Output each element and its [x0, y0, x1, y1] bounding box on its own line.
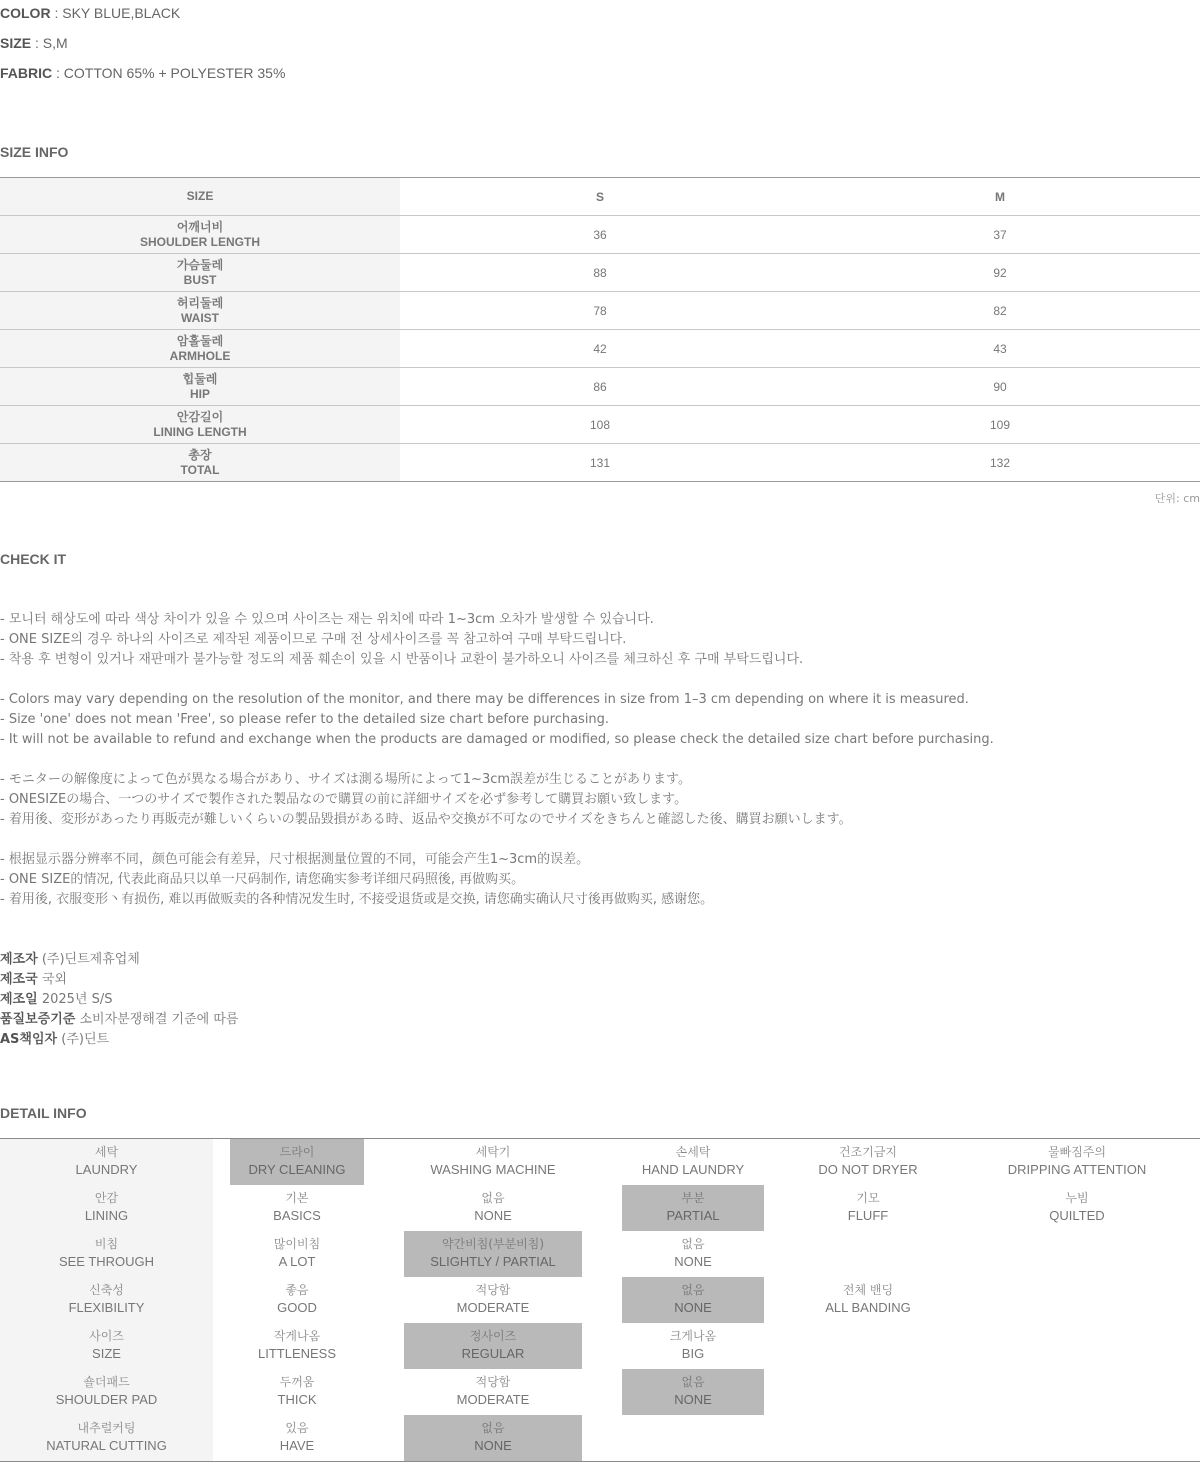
row-label-en: LINING LENGTH	[153, 424, 247, 439]
detail-option-kr: 비침	[94, 1237, 119, 1251]
manufacturer-info	[0, 950, 238, 1050]
detail-option-en: BIG	[681, 1346, 705, 1361]
detail-option	[622, 1139, 764, 1185]
detail-row-label	[0, 1185, 213, 1231]
detail-option-en: NONE	[674, 1254, 712, 1269]
detail-option-en: PARTIAL	[666, 1208, 720, 1223]
detail-option-en: DRIPPING ATTENTION	[1007, 1162, 1147, 1177]
detail-option-en: NONE	[674, 1392, 712, 1407]
row-label-kr: 총장	[188, 447, 212, 462]
row-label-kr: 암홀둘레	[176, 333, 224, 348]
row-label	[0, 444, 400, 482]
cell-s: 42	[400, 330, 800, 368]
detail-option	[622, 1277, 764, 1323]
detail-option	[404, 1415, 582, 1461]
detail-option-kr: 많이비침	[273, 1237, 321, 1251]
cell-m: 82	[800, 292, 1200, 330]
note-line: - It will not be available to refund and exchange when the products are damaged or modified, so please check the detailed size chart before purchasing.	[0, 732, 994, 747]
mfg-label: 제조일	[0, 992, 38, 1007]
detail-option-en: MODERATE	[456, 1300, 530, 1315]
note-line: - 根据显示器分辨率不同，颜色可能会有差异，尺寸根据测量位置的不同，可能会产生1~3cm的误差。	[0, 852, 590, 867]
row-label-en: TOTAL	[180, 462, 220, 477]
spec-size	[0, 35, 68, 51]
table-row	[0, 292, 1200, 330]
detail-info-title: DETAIL INFO	[0, 1105, 87, 1121]
detail-option-en: SEE THROUGH	[58, 1254, 155, 1269]
spec-value: : S,M	[31, 35, 68, 51]
detail-option-kr: 신축성	[89, 1283, 124, 1297]
detail-option-kr: 적당함	[475, 1375, 511, 1389]
row-label-kr: 허리둘레	[176, 295, 224, 310]
cell-s: 88	[400, 254, 800, 292]
detail-option-en: FLUFF	[847, 1208, 889, 1223]
detail-row-label	[0, 1231, 213, 1277]
detail-option-en: REGULAR	[461, 1346, 525, 1361]
table-row	[0, 216, 1200, 254]
detail-option-en: NONE	[674, 1300, 712, 1315]
detail-option-en: THICK	[277, 1392, 317, 1407]
note-line: - Colors may vary depending on the resolution of the monitor, and there may be differences in size from 1–3 cm depending on where it is measured.	[0, 692, 969, 707]
note-line: - 着用後、変形があったり再販売が難しいくらいの製品毀損がある時、返品や交換が不可なのでサイズをきちんと確認した後、購買お願いします。	[0, 812, 852, 827]
detail-option-en: HAND LAUNDRY	[641, 1162, 745, 1177]
detail-option	[622, 1369, 764, 1415]
size-table-header	[0, 178, 1200, 216]
detail-option	[800, 1139, 936, 1185]
detail-option-kr: 기본	[285, 1191, 309, 1205]
detail-option-en: A LOT	[278, 1254, 316, 1269]
detail-row-label	[0, 1277, 213, 1323]
detail-row-label	[0, 1415, 213, 1461]
detail-option-en: NONE	[474, 1438, 512, 1453]
detail-option-en: SHOULDER PAD	[55, 1392, 158, 1407]
mfg-line	[0, 1010, 238, 1030]
detail-option-kr: 숄더패드	[83, 1375, 130, 1389]
unit-note: 단위: cm	[1154, 492, 1200, 505]
detail-option-kr: 정사이즈	[469, 1329, 517, 1343]
row-label-en: HIP	[189, 386, 210, 401]
spec-fabric	[0, 65, 285, 81]
header-m: M	[800, 178, 1200, 216]
mfg-line	[0, 970, 238, 990]
detail-row-label	[0, 1139, 213, 1185]
detail-option-en: NONE	[474, 1208, 512, 1223]
detail-option-en: GOOD	[277, 1300, 317, 1315]
row-label	[0, 292, 400, 330]
detail-option-en: ALL BANDING	[825, 1300, 911, 1315]
detail-option	[622, 1185, 764, 1231]
mfg-label: 제조자	[0, 952, 38, 967]
check-it-notes	[0, 590, 994, 930]
detail-option-kr: 크게나옴	[669, 1329, 717, 1343]
detail-option-kr: 기모	[856, 1191, 880, 1205]
row-label-kr: 어깨너비	[176, 219, 224, 234]
detail-option-en: WASHING MACHINE	[430, 1162, 556, 1177]
detail-option-kr: 부분	[681, 1191, 705, 1205]
cell-m: 109	[800, 406, 1200, 444]
note-line: - 着用後, 衣服变形丶有损伤, 难以再做贩卖的各种情况发生时, 不接受退货或是交换, 请您确实确认尺寸後再做购买, 感谢您。	[0, 892, 714, 907]
detail-option	[800, 1277, 936, 1323]
detail-option	[960, 1139, 1194, 1185]
row-label-kr: 힙둘레	[182, 371, 218, 386]
cell-s: 78	[400, 292, 800, 330]
mfg-line	[0, 950, 238, 970]
detail-option-en: BASICS	[273, 1208, 321, 1223]
spec-label: SIZE	[0, 35, 32, 51]
row-label	[0, 216, 400, 254]
mfg-value: (주)딘트제휴업체	[37, 952, 140, 967]
mfg-line	[0, 990, 238, 1010]
detail-row-label	[0, 1369, 213, 1415]
detail-option-kr: 손세탁	[675, 1145, 711, 1159]
detail-option	[230, 1369, 364, 1415]
size-table	[0, 177, 1200, 482]
cell-m: 43	[800, 330, 1200, 368]
table-row	[0, 444, 1200, 482]
mfg-value: 소비자분쟁해결 기준에 따름	[75, 1012, 239, 1027]
detail-option-en: DO NOT DRYER	[818, 1162, 918, 1177]
mfg-value: 2025년 S/S	[37, 992, 113, 1007]
detail-option-en: FLEXIBILITY	[68, 1300, 145, 1315]
mfg-value: (주)딘트	[57, 1032, 110, 1047]
table-row	[0, 254, 1200, 292]
detail-option	[230, 1323, 364, 1369]
spec-color	[0, 5, 180, 21]
cell-s: 108	[400, 406, 800, 444]
detail-option-kr: 없음	[681, 1237, 705, 1251]
row-label-kr: 가슴둘레	[176, 257, 224, 272]
cell-s: 36	[400, 216, 800, 254]
cell-s: 86	[400, 368, 800, 406]
detail-row-label	[0, 1323, 213, 1369]
detail-option-en: NATURAL CUTTING	[46, 1438, 167, 1453]
size-info-title: SIZE INFO	[0, 144, 69, 160]
row-label-en: ARMHOLE	[169, 348, 231, 363]
detail-option-kr: 약간비침(부분비침)	[441, 1237, 545, 1251]
detail-option-kr: 없음	[481, 1421, 505, 1435]
detail-option-kr: 내추럴커팅	[77, 1421, 136, 1435]
mfg-label: 제조국	[0, 972, 38, 987]
detail-option	[800, 1185, 936, 1231]
detail-option-en: DRY CLEANING	[248, 1162, 346, 1177]
spec-value: : COTTON 65% + POLYESTER 35%	[52, 65, 286, 81]
detail-option-en: SIZE	[92, 1346, 121, 1361]
detail-option-kr: 드라이	[279, 1145, 315, 1159]
detail-option-kr: 좋음	[285, 1283, 309, 1297]
detail-option	[622, 1231, 764, 1277]
detail-option	[230, 1185, 364, 1231]
spec-value: : SKY BLUE,BLACK	[50, 5, 181, 21]
row-label-kr: 안감길이	[176, 409, 224, 424]
detail-option-kr: 없음	[681, 1283, 705, 1297]
header-size: SIZE	[0, 178, 400, 216]
note-line: - ONE SIZE의 경우 하나의 사이즈로 제작된 제품이므로 구매 전 상세사이즈를 꼭 참고하여 구매 부탁드립니다.	[0, 632, 627, 647]
detail-option	[404, 1369, 582, 1415]
detail-option-kr: 적당함	[475, 1283, 511, 1297]
detail-option-kr: 건조기금지	[839, 1145, 897, 1159]
detail-option	[622, 1323, 764, 1369]
spec-label: FABRIC	[0, 65, 53, 81]
cell-m: 92	[800, 254, 1200, 292]
check-it-title: CHECK IT	[0, 551, 67, 567]
cell-m: 132	[800, 444, 1200, 482]
mfg-label: 품질보증기준	[0, 1012, 76, 1027]
detail-option-kr: 없음	[681, 1375, 705, 1389]
row-label	[0, 330, 400, 368]
detail-option	[230, 1415, 364, 1461]
detail-option	[230, 1231, 364, 1277]
detail-option	[404, 1277, 582, 1323]
detail-option-en: MODERATE	[456, 1392, 530, 1407]
detail-option-kr: 전체 밴딩	[842, 1283, 894, 1297]
row-label	[0, 368, 400, 406]
note-line: - 모니터 해상도에 따라 색상 차이가 있을 수 있으며 사이즈는 재는 위치에 따라 1~3cm 오차가 발생할 수 있습니다.	[0, 612, 654, 627]
mfg-line	[0, 1030, 238, 1050]
detail-option-kr: 세탁기	[475, 1145, 511, 1159]
detail-option-en: QUILTED	[1049, 1208, 1105, 1223]
note-line: - 착용 후 변형이 있거나 재판매가 불가능할 정도의 제품 훼손이 있을 시 반품이나 교환이 불가하오니 사이즈를 체크하신 후 구매 부탁드립니다.	[0, 652, 804, 667]
detail-grid	[0, 1138, 1200, 1462]
cell-m: 90	[800, 368, 1200, 406]
note-line: - ONESIZEの場合、一つのサイズで製作された製品なので購買の前に詳細サイズを必ず参考して購買お願い致します。	[0, 792, 688, 807]
detail-option-kr: 두꺼움	[279, 1375, 315, 1389]
note-line: - Size 'one' does not mean 'Free', so please refer to the detailed size chart before purchasing.	[0, 712, 610, 727]
row-label-en: WAIST	[181, 310, 219, 325]
detail-option	[404, 1231, 582, 1277]
detail-option	[960, 1185, 1194, 1231]
detail-option	[230, 1277, 364, 1323]
mfg-label: AS책임자	[0, 1032, 58, 1047]
spec-label: COLOR	[0, 5, 51, 21]
row-label-en: BUST	[183, 272, 217, 287]
detail-option-en: HAVE	[279, 1438, 315, 1453]
detail-option-kr: 물빠짐주의	[1048, 1145, 1106, 1159]
detail-option-kr: 안감	[94, 1191, 119, 1205]
detail-option-kr: 누빔	[1065, 1191, 1089, 1205]
detail-option-en: SLIGHTLY / PARTIAL	[430, 1254, 556, 1269]
row-label-en: SHOULDER LENGTH	[140, 234, 260, 249]
row-label	[0, 254, 400, 292]
detail-option	[404, 1139, 582, 1185]
table-row	[0, 330, 1200, 368]
detail-option-kr: 세탁	[94, 1145, 119, 1159]
mfg-value: 국외	[37, 972, 67, 987]
header-s: S	[400, 178, 800, 216]
detail-option-kr: 없음	[481, 1191, 505, 1205]
table-row	[0, 368, 1200, 406]
detail-option-kr: 작게나옴	[273, 1329, 321, 1343]
row-label	[0, 406, 400, 444]
detail-option-en: LINING	[84, 1208, 129, 1223]
detail-option-kr: 사이즈	[89, 1329, 124, 1343]
table-row	[0, 406, 1200, 444]
detail-option	[404, 1323, 582, 1369]
note-line: - ONE SIZE的情况, 代表此商品只以单一尺码制作, 请您确实参考详细尺码照後, 再做购买。	[0, 872, 525, 887]
detail-option-en: LAUNDRY	[75, 1162, 138, 1177]
cell-s: 131	[400, 444, 800, 482]
detail-option	[404, 1185, 582, 1231]
cell-m: 37	[800, 216, 1200, 254]
note-line: - モニターの解像度によって色が異なる場合があり、サイズは測る場所によって1~3cm誤差が生じることがあります。	[0, 772, 691, 787]
detail-option	[230, 1139, 364, 1185]
detail-option-en: LITTLENESS	[257, 1346, 337, 1361]
detail-option-kr: 있음	[285, 1421, 309, 1435]
